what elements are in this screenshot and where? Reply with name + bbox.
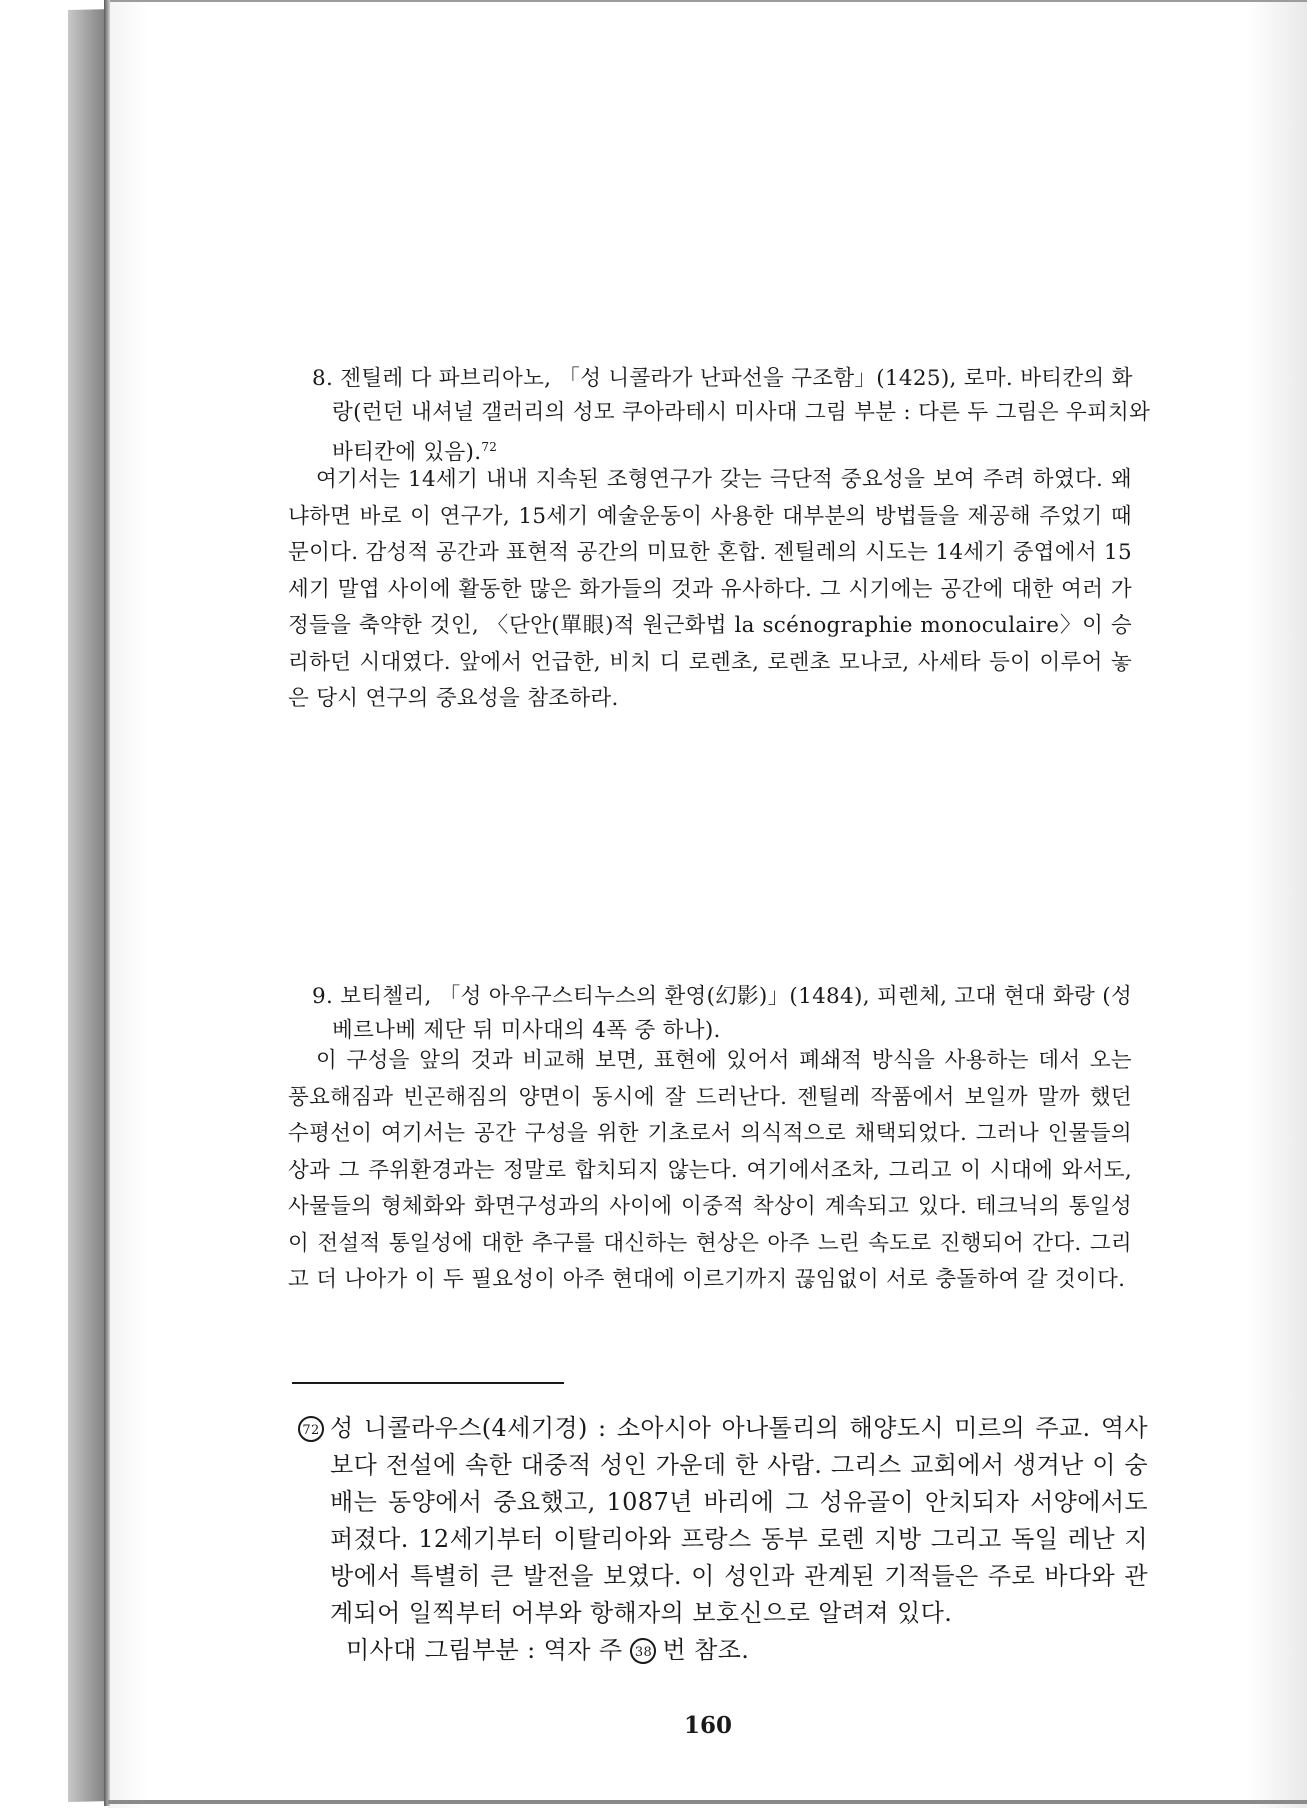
footnote-72 <box>298 1410 1148 1669</box>
page-gutter <box>104 0 110 1806</box>
figure-8-paragraph: 여기서는 14세기 내내 지속된 조형연구가 갖는 극단적 중요성을 보여 주려 하였다. 왜냐하면 바로 이 연구가, 15세기 예술운동이 사용한 대부분의 방법들을 제공해 주었기 때문이다. 감성적 공간과 표현적 공간의 미묘한 혼합. 젠틸레의 시도는 14세기 중엽에서 15세기 말엽 사이에 활동한 많은 화가들의 것과 유사하다. 그 시기에는 공간에 대한 여러 가정들을 축약한 것인, 〈단안(單眼)적 원근화법 la scénographie monoculaire〉이 승리하던 시대였다. 앞에서 언급한, 비치 디 로렌초, 로렌초 모나코, 사세타 등이 이루어 놓은 당시 연구의 중요성을 참조하라. <box>288 467 1132 711</box>
footnote-marker: 72 <box>298 1416 324 1442</box>
footnote-extra: 미사대 그림부분 : 역자 주 38 번 참조. <box>346 1636 750 1664</box>
page-bottom-edge <box>108 1800 1307 1804</box>
footnote-cross-ref: 38 <box>630 1638 656 1664</box>
figure-8-caption: 8. 젠틸레 다 파브리아노, 「성 니콜라가 난파선을 구조함」(1425), 로마. 바티칸의 화랑(런던 내셔널 갤러리의 성모 쿠아라테시 미사대 그림 부분 : 다른 두 그림은 우피치와 바티칸에 있음).$^{72}$ <box>312 366 1151 466</box>
footnote-ref-72: 72 <box>481 440 498 454</box>
footnote-main <box>298 1410 1148 1632</box>
footnote-divider <box>292 1382 564 1384</box>
book-spine <box>68 9 108 1802</box>
footnote-text: 성 니콜라우스(4세기경) : 소아시아 아나톨리의 해양도시 미르의 주교. 역사보다 전설에 속한 대중적 성인 가운데 한 사람. 그리스 교회에서 생겨난 이 숭배는 동양에서 중요했고, 1087년 바리에 그 성유골이 안치되자 서양에서도 퍼졌다. 12세기부터 이탈리아와 프랑스 동부 로렌 지방 그리고 독일 레난 지방에서 특별히 큰 발전을 보였다. 이 성인과 관계된 기적들은 주로 바다와 관계되어 일찍부터 어부와 항해자의 보호신으로 알려져 있다. <box>330 1414 1148 1627</box>
figure-9-paragraph: 이 구성을 앞의 것과 비교해 보면, 표현에 있어서 폐쇄적 방식을 사용하는 데서 오는 풍요해짐과 빈곤해짐의 양면이 동시에 잘 드러난다. 젠틸레 작품에서 보일까 말까 했던 수평선이 여기서는 공간 구성을 위한 기초로서 의식적으로 채택되었다. 그러나 인물들의 상과 그 주위환경과는 정말로 합치되지 않는다. 여기에서조차, 그리고 이 시대에 와서도, 사물들의 형체화와 화면구성과의 사이에 이중적 착상이 계속되고 있다. 테크닉의 통일성이 전설적 통일성에 대한 추구를 대신하는 현상은 아주 느린 속도로 진행되어 간다. 그리고 더 나아가 이 두 필요성이 아주 현대에 이르기까지 끊임없이 서로 충돌하여 갈 것이다. <box>288 1048 1132 1292</box>
page-number: 160 <box>683 1712 732 1739</box>
figure-9-caption: 9. 보티첼리, 「성 아우구스티누스의 환영(幻影)」(1484), 피렌체, 고대 현대 화랑 (성 베르나베 제단 뒤 미사대의 4폭 중 하나). <box>312 984 1133 1043</box>
